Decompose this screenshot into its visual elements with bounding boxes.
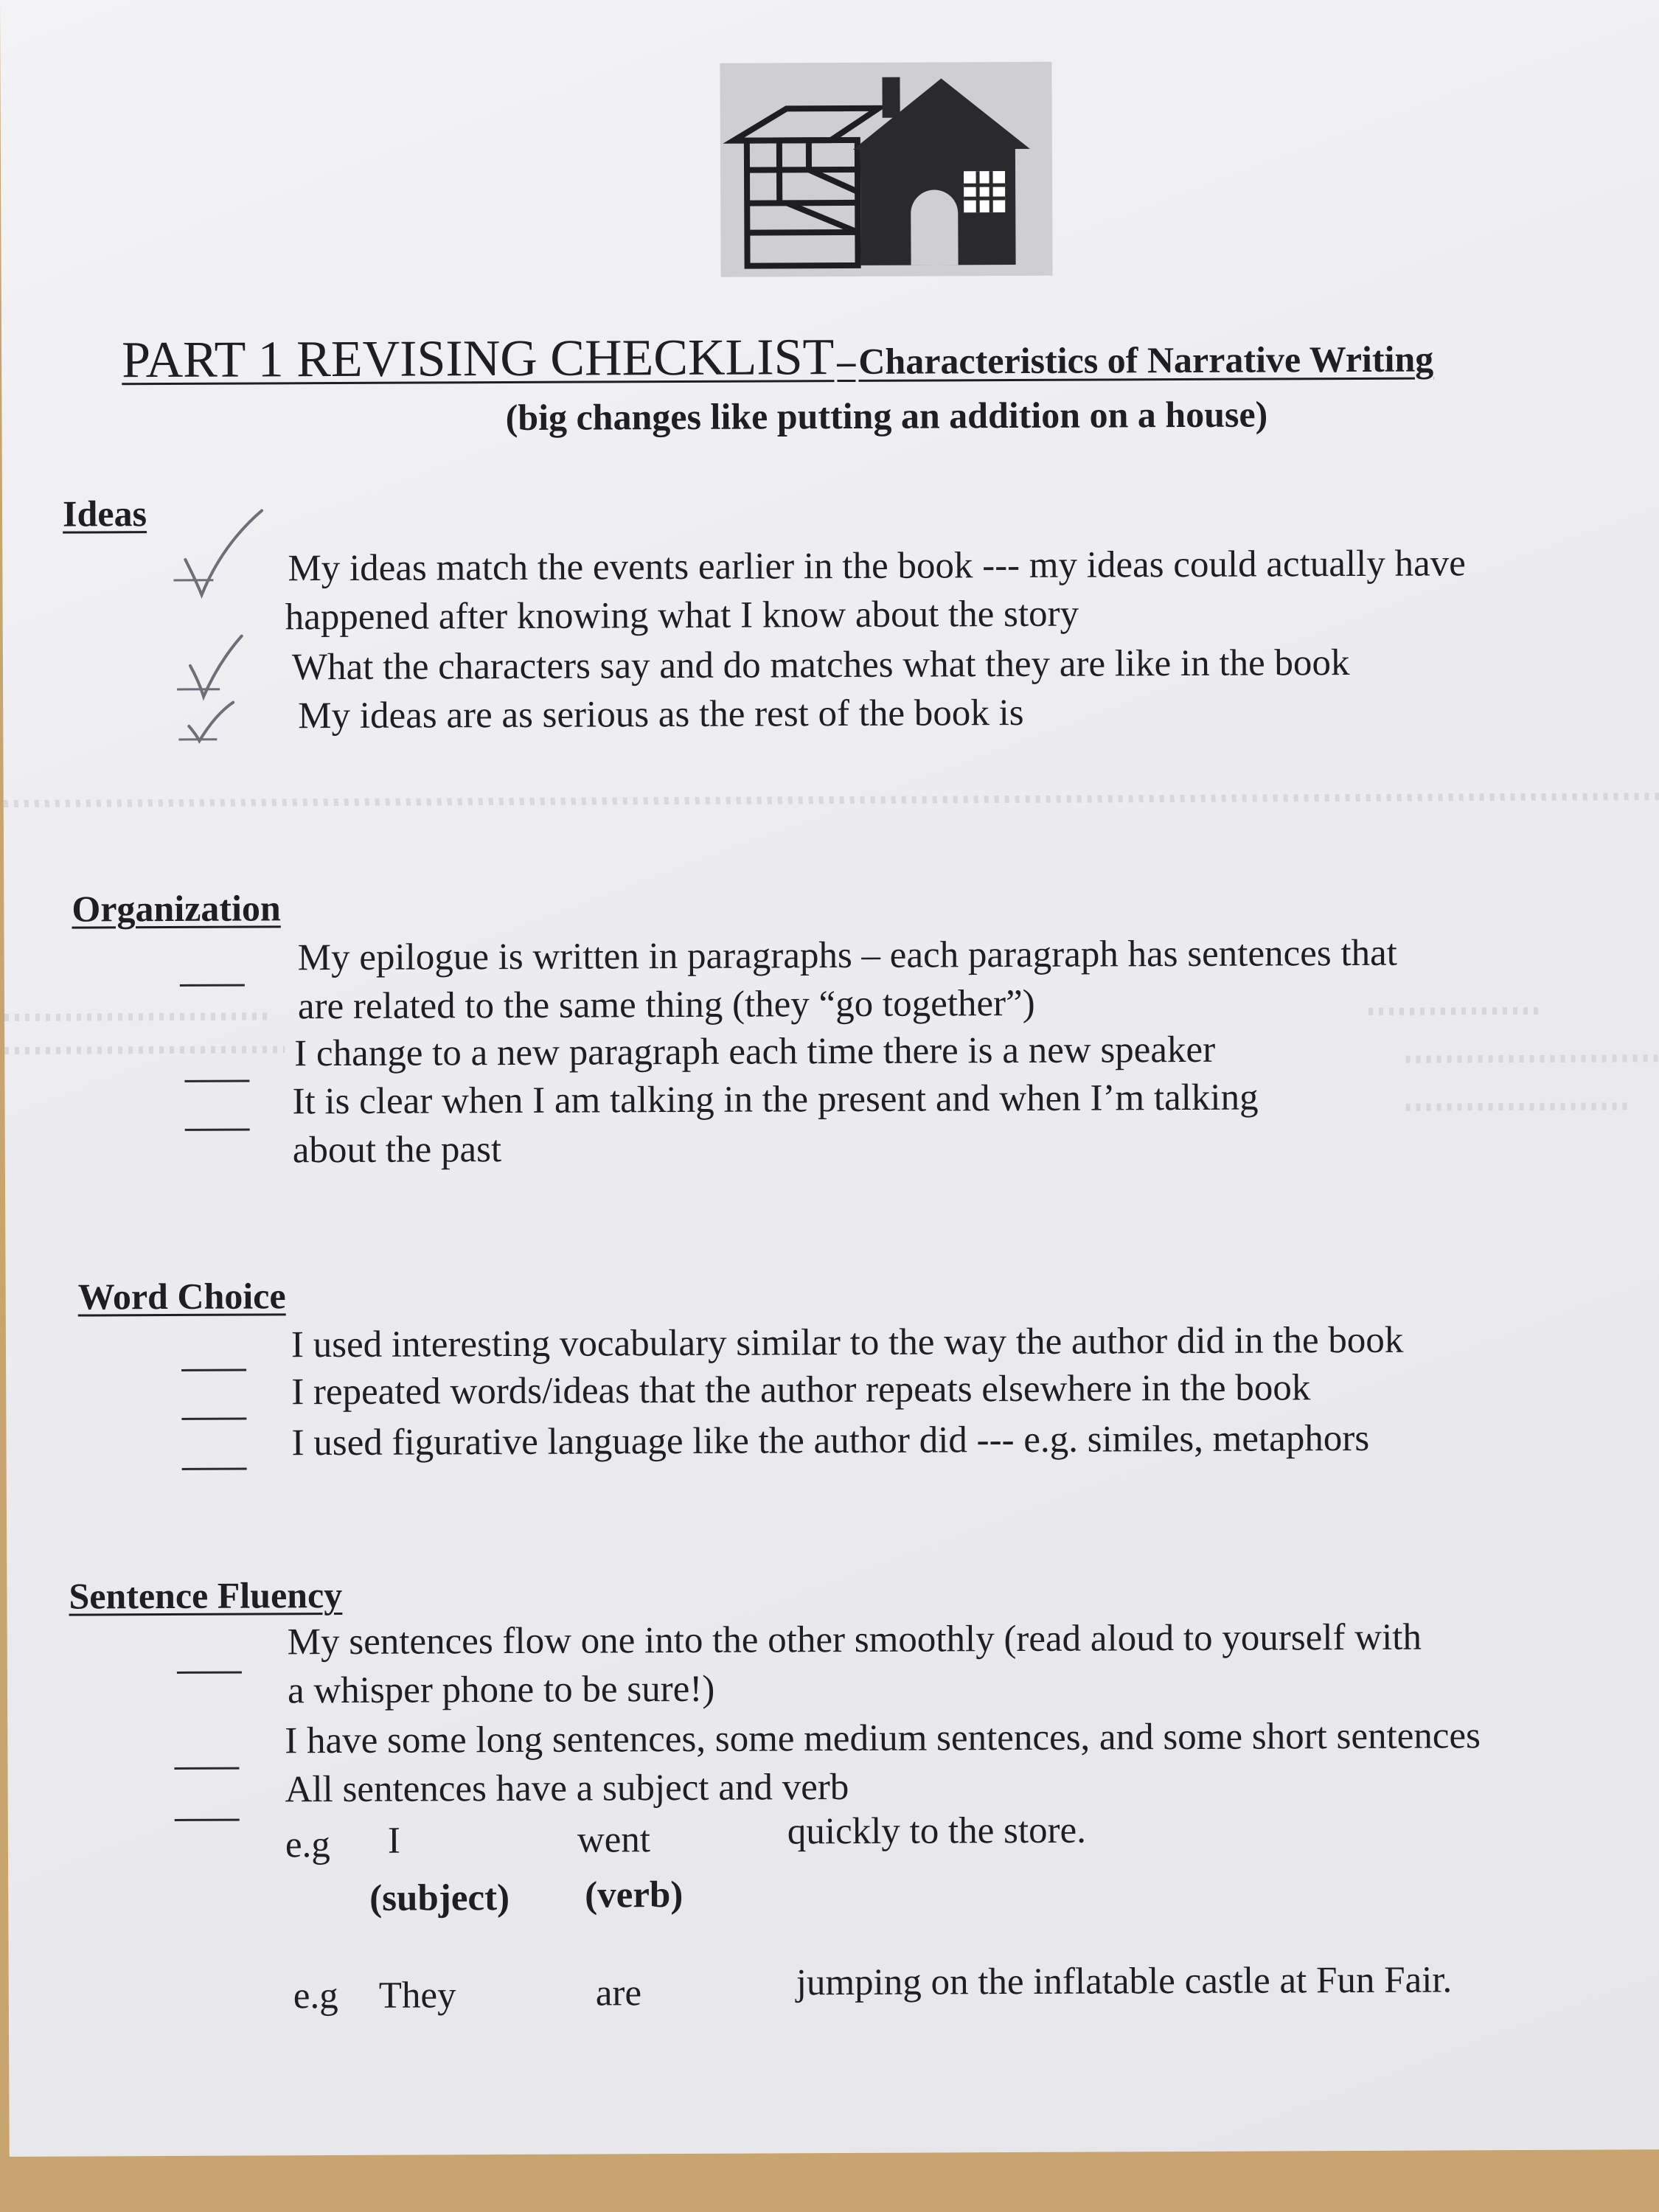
pencil-check-icon xyxy=(174,684,255,765)
example-rest: jumping on the inflatable castle at Fun Fair. xyxy=(796,1959,1453,2004)
item-line: I used interesting vocabulary similar to the way the author did in the book xyxy=(291,1319,1404,1366)
example-subject: They xyxy=(378,1975,456,2017)
checklist-item xyxy=(292,639,1350,692)
checkbox-blank[interactable] xyxy=(181,1328,246,1371)
table-surface xyxy=(0,2157,1659,2212)
example-verb: went xyxy=(577,1819,651,1861)
copy-smudge xyxy=(4,793,1659,807)
item-line: about the past xyxy=(292,1129,502,1172)
item-line: My epilogue is written in paragraphs – each paragraph has sentences that xyxy=(297,932,1398,979)
example-prefix: e.g xyxy=(285,1824,330,1866)
house-addition-icon xyxy=(720,62,1052,277)
item-line: My ideas are as serious as the rest of the book is xyxy=(298,692,1024,737)
section-heading-sentence-fluency: Sentence Fluency xyxy=(69,1573,343,1617)
checkbox-blank[interactable] xyxy=(181,1377,246,1420)
checklist-item xyxy=(291,1316,1404,1370)
house-addition-logo xyxy=(720,62,1052,277)
verb-label: (verb) xyxy=(585,1874,684,1916)
copy-smudge xyxy=(1405,1054,1659,1063)
item-line: I repeated words/ideas that the author repeats elsewhere in the book xyxy=(291,1367,1311,1413)
title-separator: – xyxy=(837,340,856,383)
item-line: a whisper phone to be sure!) xyxy=(287,1668,715,1712)
checkbox-blank[interactable] xyxy=(177,1630,242,1674)
pencil-check-icon xyxy=(170,507,267,604)
example-verb: are xyxy=(595,1972,642,2014)
section-heading-word-choice: Word Choice xyxy=(77,1275,286,1318)
checklist-item xyxy=(294,1026,1215,1078)
item-line: I have some long sentences, some medium sentences, and some short sentences xyxy=(285,1715,1481,1762)
copy-smudge xyxy=(4,1012,270,1021)
item-line: It is clear when I am talking in the present and when I’m talking xyxy=(292,1077,1259,1123)
checklist-item xyxy=(298,929,1398,1032)
title-sub: Characteristics of Narrative Writing xyxy=(858,338,1434,382)
example-subject: I xyxy=(387,1820,401,1862)
checklist-item xyxy=(285,1763,849,1814)
title-main: PART 1 REVISING CHECKLIST xyxy=(121,329,835,389)
checklist-item xyxy=(291,1363,1310,1416)
checkbox-blank[interactable] xyxy=(181,1427,246,1470)
item-line: What the characters say and do matches what they are like in the book xyxy=(291,642,1350,689)
checklist-item xyxy=(285,539,1466,641)
example-prefix: e.g xyxy=(293,1975,338,2017)
checklist-item xyxy=(291,1414,1369,1467)
checklist-item xyxy=(285,1711,1481,1765)
section-heading-organization: Organization xyxy=(72,887,281,930)
example-rest: quickly to the store. xyxy=(787,1809,1087,1853)
item-line: I change to a new paragraph each time there is a new speaker xyxy=(294,1029,1216,1075)
page-title xyxy=(122,326,1433,391)
item-line: happened after knowing what I know about the story xyxy=(285,593,1079,639)
checklist-item xyxy=(298,689,1024,740)
section-heading-ideas: Ideas xyxy=(62,493,147,535)
item-line: I used figurative language like the author did --- e.g. similes, metaphors xyxy=(291,1417,1370,1464)
checkbox-blank[interactable] xyxy=(175,1778,240,1821)
item-line: are related to the same thing (they “go together”) xyxy=(297,982,1035,1028)
subject-label: (subject) xyxy=(369,1877,510,1919)
checkbox-blank[interactable] xyxy=(180,943,245,987)
checkbox-blank[interactable] xyxy=(184,1039,249,1082)
checklist-item xyxy=(288,1613,1422,1716)
item-line: My ideas match the events earlier in the book --- my ideas could actually have xyxy=(288,543,1466,590)
item-line: My sentences flow one into the other smoothly (read aloud to yourself with xyxy=(287,1616,1422,1663)
checklist-item xyxy=(292,1074,1259,1175)
page-subtitle: (big changes like putting an addition on a house) xyxy=(505,393,1268,439)
checkbox-blank[interactable] xyxy=(184,1088,249,1131)
copy-smudge xyxy=(1406,1102,1627,1110)
checkbox-blank[interactable] xyxy=(174,1726,239,1770)
item-line: All sentences have a subject and verb xyxy=(285,1767,849,1811)
